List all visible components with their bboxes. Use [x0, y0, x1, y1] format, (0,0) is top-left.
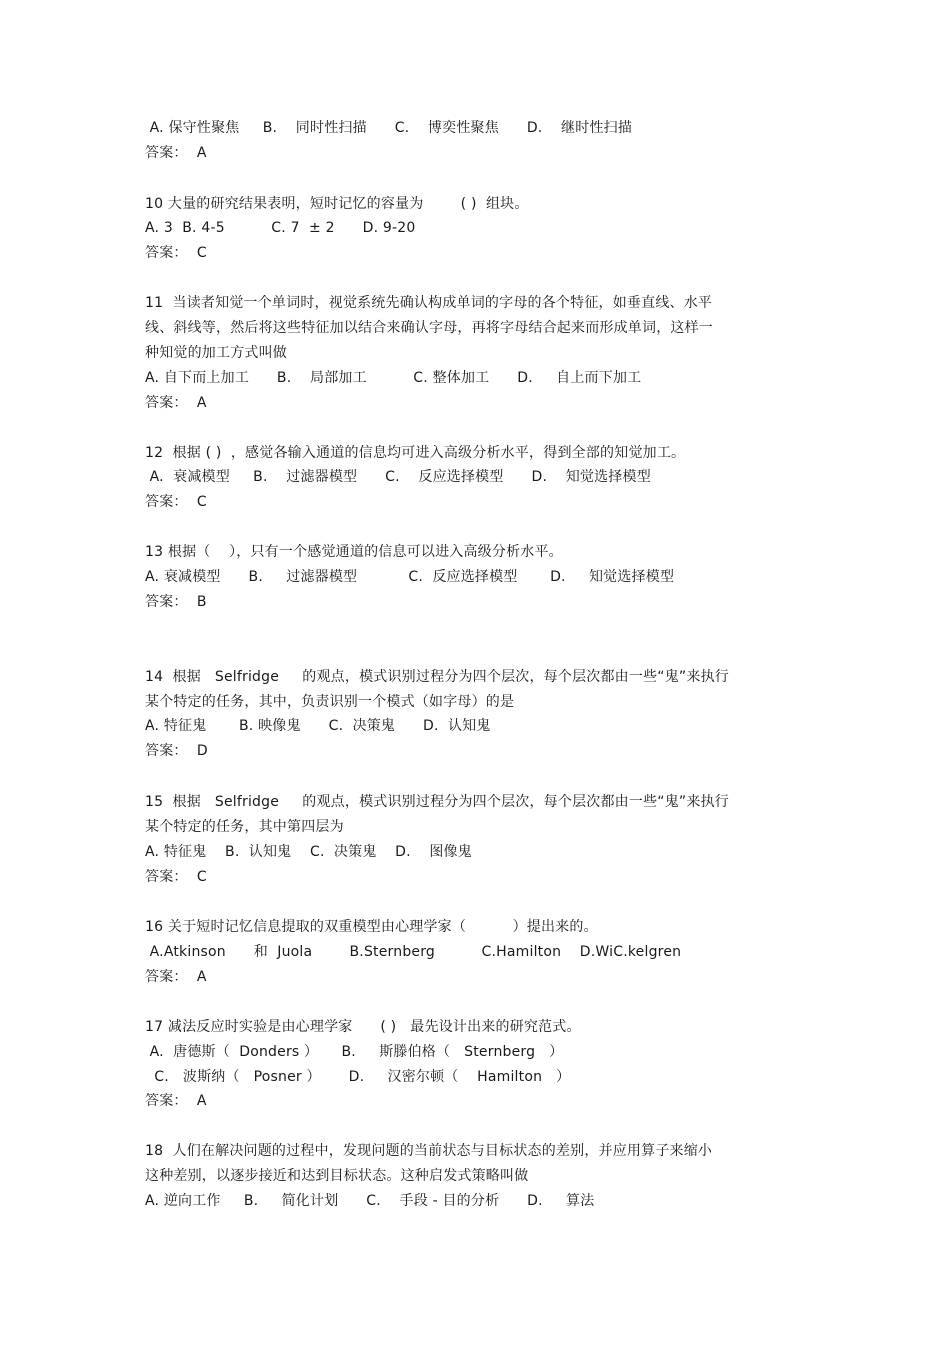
q11-stem-line-3: 种知觉的加工方式叫做 — [145, 345, 287, 361]
q10-stem: 10 大量的研究结果表明，短时记忆的容量为 ( ) 组块。 — [145, 196, 529, 212]
q17-options-line-2: C. 波斯纳（ Posner ） D. 汉密尔顿（ Hamilton ） — [145, 1069, 571, 1085]
q11-stem-line-2: 线、斜线等，然后将这些特征加以结合来确认字母，再将字母结合起来而形成单词，这样一 — [145, 320, 713, 336]
q16-answer: 答案： A — [145, 969, 207, 985]
q14-stem-line-2: 某个特定的任务，其中，负责识别一个模式（如字母）的是 — [145, 694, 515, 710]
q10-answer: 答案： C — [145, 245, 207, 261]
q15-stem-line-2: 某个特定的任务，其中第四层为 — [145, 819, 344, 835]
q12-stem: 12 根据 ( ) ，感觉各输入通道的信息均可进入高级分析水平，得到全部的知觉加工。 — [145, 445, 686, 461]
q15-answer: 答案： C — [145, 869, 207, 885]
q11-answer: 答案： A — [145, 395, 207, 411]
q18-stem-line-2: 这种差别，以逐步接近和达到目标状态。这种启发式策略叫做 — [145, 1168, 529, 1184]
q16-options: A.Atkinson 和 Juola B.Sternberg C.Hamilton D.WiC.kelgren — [145, 944, 682, 960]
q14-answer: 答案： D — [145, 743, 208, 759]
q11-options: A. 自下而上加工 B. 局部加工 C. 整体加工 D. 自上而下加工 — [145, 370, 642, 386]
q13-answer: 答案： B — [145, 594, 207, 610]
q12-answer: 答案： C — [145, 494, 207, 510]
q18-options: A. 逆向工作 B. 简化计划 C. 手段 - 目的分析 D. 算法 — [145, 1193, 595, 1209]
q10-options: A. 3 B. 4-5 C. 7 ± 2 D. 9-20 — [145, 220, 416, 236]
q18-stem-line-1: 18 人们在解决问题的过程中，发现问题的当前状态与目标状态的差别，并应用算子来缩小 — [145, 1143, 713, 1159]
q9-answer: 答案： A — [145, 145, 207, 161]
q17-answer: 答案： A — [145, 1093, 207, 1109]
q16-stem: 16 关于短时记忆信息提取的双重模型由心理学家（ ）提出来的。 — [145, 919, 598, 935]
q13-stem: 13 根据（ ），只有一个感觉通道的信息可以进入高级分析水平。 — [145, 544, 563, 560]
q17-stem: 17 减法反应时实验是由心理学家 ( ) 最先设计出来的研究范式。 — [145, 1019, 581, 1035]
q12-options: A. 衰减模型 B. 过滤器模型 C. 反应选择模型 D. 知觉选择模型 — [145, 469, 651, 485]
q15-stem-line-1: 15 根据 Selfridge 的观点，模式识别过程分为四个层次，每个层次都由一些“鬼”来执行 — [145, 794, 729, 810]
q9-options: A. 保守性聚焦 B. 同时性扫描 C. 博奕性聚焦 D. 继时性扫描 — [145, 120, 633, 136]
q15-options: A. 特征鬼 B. 认知鬼 C. 决策鬼 D. 图像鬼 — [145, 844, 472, 860]
q11-stem-line-1: 11 当读者知觉一个单词时，视觉系统先确认构成单词的字母的各个特征，如垂直线、水平 — [145, 295, 713, 311]
q13-options: A. 衰减模型 B. 过滤器模型 C. 反应选择模型 D. 知觉选择模型 — [145, 569, 675, 585]
q14-stem-line-1: 14 根据 Selfridge 的观点，模式识别过程分为四个层次，每个层次都由一些“鬼”来执行 — [145, 669, 729, 685]
q17-options-line-1: A. 唐德斯（ Donders ） B. 斯滕伯格（ Sternberg ） — [145, 1044, 564, 1060]
q14-options: A. 特征鬼 B. 映像鬼 C. 决策鬼 D. 认知鬼 — [145, 718, 491, 734]
